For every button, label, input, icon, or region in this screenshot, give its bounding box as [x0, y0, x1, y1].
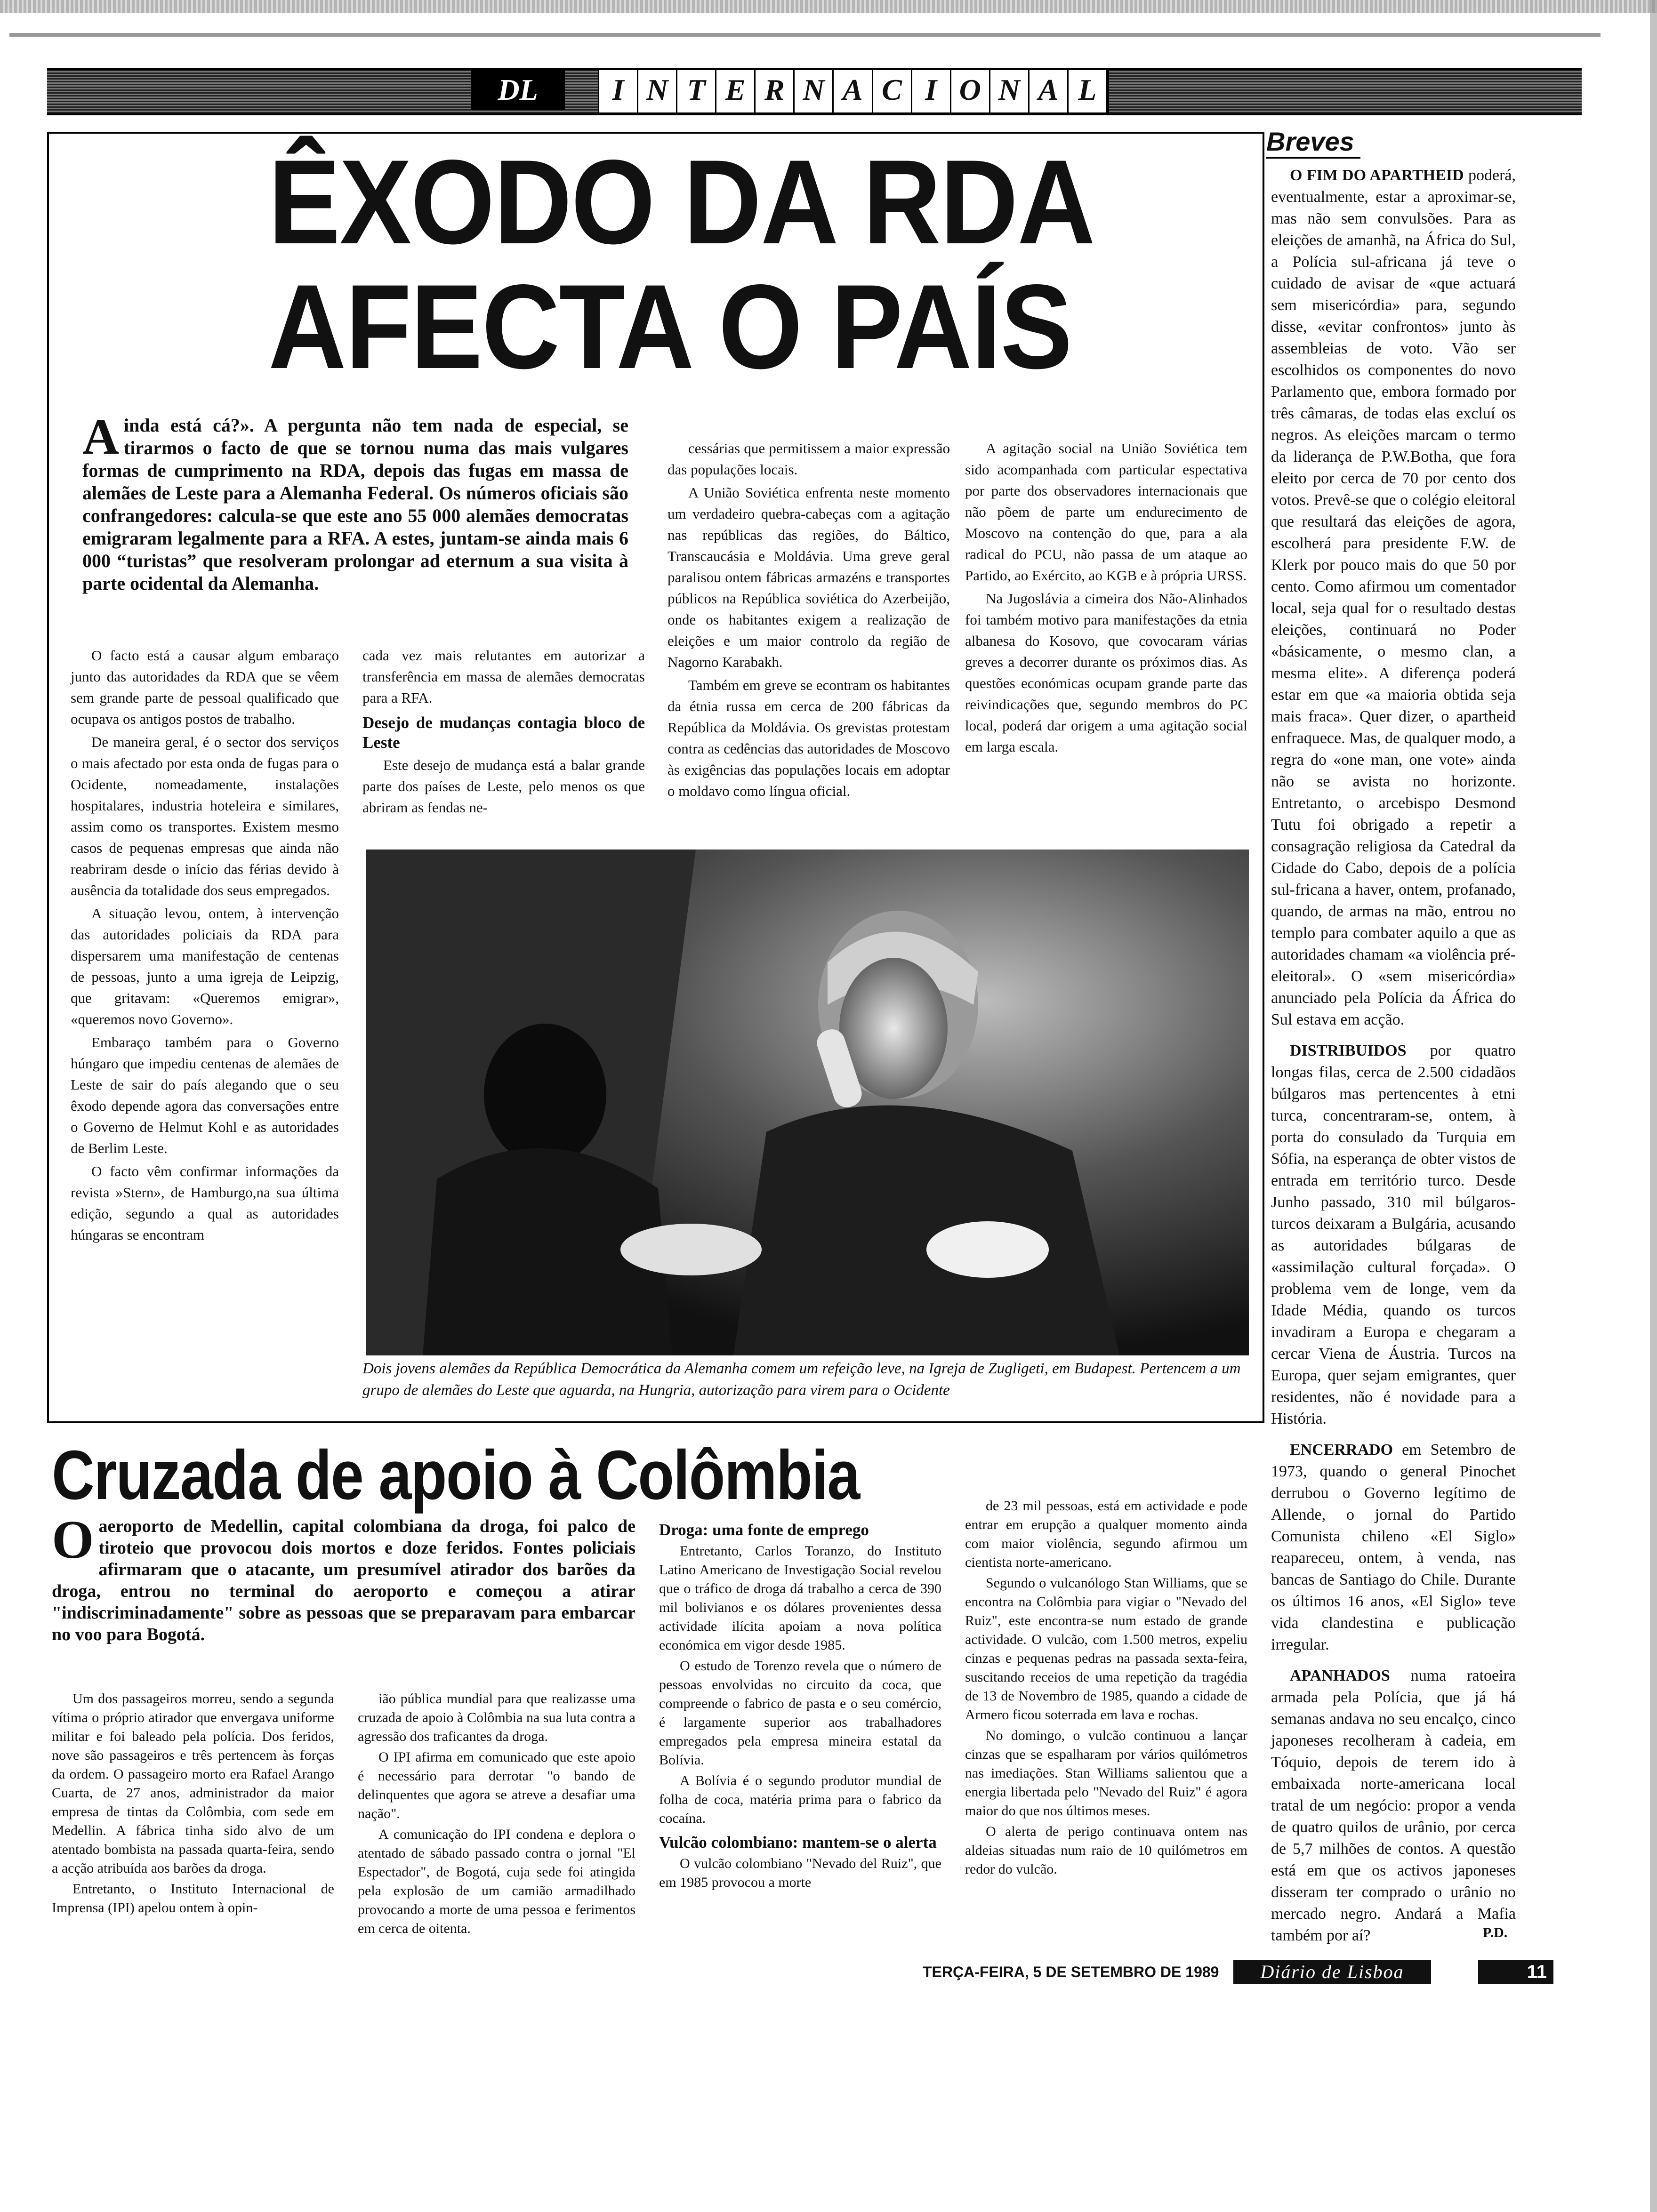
- paragraph: A comunicação do IPI condena e deplora o atentado de sábado passado contra o jornal "El Espectador", de Bogotá, cuja sede foi atingida pela explosão de um camião armadilhado provocando a morte de uma pessoa e ferimentos em cerca de oitenta.: [358, 1827, 635, 1936]
- footer-paper-name: Diário de Lisboa: [1233, 1960, 1431, 1984]
- article1-subhead: Desejo de mudanças contagia bloco de Leste: [362, 713, 645, 752]
- paragraph: Entretanto, Carlos Toranzo, do Instituto Latino Americano de Investigação Social revelou que o tráfico de droga dá trabalho a cerca de 390 mil bolivianos e os dólares provenientes dessa actividade ilícita apoiam a nova política económica em vigor desde 1985.: [659, 1543, 941, 1653]
- article2-dropcap: O: [52, 1510, 94, 1570]
- section-letter: N: [990, 70, 1030, 112]
- paragraph: A Bolívia é o segundo produtor mundial de folha de coca, matéria prima para o fabrico da cocaína.: [659, 1773, 941, 1826]
- article2-subhead-vulcao: Vulcão colombiano: mantem-se o alerta: [659, 1833, 937, 1851]
- section-logo: DL: [471, 70, 565, 110]
- breves-item: [1271, 165, 1516, 1031]
- breves-item-lead: ENCERRADO: [1290, 1441, 1393, 1459]
- paragraph: ião pública mundial para que realizasse uma cruzada de apoio à Colômbia na sua luta contra a agressão dos traficantes da droga.: [358, 1691, 635, 1744]
- paragraph: A União Soviética enfrenta neste momento um verdadeiro quebra-cabeças com a agitação nas repúblicas das regiões, do Báltico, Transcaucásia e Moldávia. Uma greve geral paralisou ontem fábricas armazéns e transportes públicos na República soviética do Azerbeijão, onde os habitantes exigem a realização de eleições e um maior controlo da região de Nagorno Karabakh.: [668, 484, 950, 670]
- article2-headline: Cruzada de apoio à Colômbia: [52, 1436, 860, 1514]
- article1-lead: Ainda está cá?». A pergunta não tem nada de especial, se tirarmos o facto de que se tornou numa das mais vulgares formas de cumprimento na RDA, depois das fugas em massa de alemães de Leste para a Alemanha Federal. Os números oficiais são confrangedores: calcula-se que este ano 55 000 alemães democratas emigraram legalmente para a RFA. A estes, juntam-se ainda mais 6 000 “turistas” que resolveram prolongar ad eternum a sua visita à parte ocidental da Alemanha.: [82, 409, 628, 594]
- article1-photo: [366, 850, 1249, 1355]
- paragraph: O vulcão colombiano "Nevado del Ruiz", que em 1985 provocou a morte: [659, 1856, 941, 1890]
- article1-headline-line1: ÊXODO DA RDA: [268, 135, 1095, 269]
- paragraph: O facto vêm confirmar informações da revista »Stern», de Hamburgo,na sua última edição, segundo a qual as autoridades húngaras se encontram: [71, 1163, 339, 1243]
- section-letter: O: [951, 70, 990, 112]
- breves-item-lead: O FIM DO APARTHEID: [1290, 167, 1464, 184]
- breves-item: [1271, 1439, 1516, 1656]
- section-letter: I: [599, 70, 638, 112]
- article1-dropcap: A: [82, 409, 119, 465]
- article2-column-2: [358, 1690, 635, 1972]
- footer-page-number: 11: [1478, 1960, 1553, 1984]
- section-letter: A: [834, 70, 873, 112]
- breves-item-lead: DISTRIBUIDOS: [1290, 1042, 1407, 1059]
- section-letter: E: [716, 70, 756, 112]
- article1-col2-intro: cada vez mais relutantes em autorizar a transferência em massa de alemães democratas para a RFA.: [362, 647, 645, 706]
- paragraph: O alerta de perigo continuava ontem nas aldeias situadas num raio de 10 quilómetros em redor do vulcão.: [965, 1824, 1247, 1877]
- section-letter: R: [756, 70, 795, 112]
- paragraph: A agitação social na União Soviética tem sido acompanhada com particular espectativa por parte dos observadores internacionais que não põem de parte um endurecimento de Moscovo na contenção do que, para a ala radical do PCU, não passa de um ataque ao Partido, ao Exército, ao KGB e à própria URSS.: [965, 440, 1247, 584]
- paragraph: Entretanto, o Instituto Internacional de Imprensa (IPI) apelou ontem à opin-: [52, 1881, 334, 1915]
- paragraph: de 23 mil pessoas, está em actividade e pode entrar em erupção a qualquer momento ainda com maior violência, segundo afirmou um cientista norte-americano.: [965, 1498, 1247, 1570]
- breves-signature: P.D.: [1483, 1925, 1508, 1940]
- section-letter: N: [795, 70, 834, 112]
- section-letter: T: [677, 70, 716, 112]
- paragraph: Na Jugoslávia a cimeira dos Não-Alinhados foi também motivo para manifestações da etnia albanesa do Kosovo, que covocaram várias greves a decorrer durante os próximos dias. As questões económicas ocupam grande parte das reivindicações que, segundo membros do PC local, poderá dar origem a uma agitação social em larga escala.: [965, 590, 1247, 755]
- article1-headline-line2: AFECTA O PAÍS: [268, 260, 1072, 394]
- section-letter: C: [873, 70, 912, 112]
- article1-photo-caption: Dois jovens alemães da República Democrática da Alemanha comem um refeição leve, na Igreja de Zugligeti, em Budapest. Pertencem a um grupo de alemães do Leste que aguarda, na Hungria, autorização para virem para o Ocidente: [362, 1360, 1241, 1399]
- paragraph: A situação levou, ontem, à intervenção das autoridades policiais da RDA para dispersarem uma manifestação de centenas de pessoas, junto a uma igreja de Leipzig, que gritavam: «Queremos emigrar», «queremos novo Governo».: [71, 905, 339, 1027]
- scan-border-top: [0, 0, 1657, 13]
- breves-item-text: numa ratoeira armada pela Polícia, que já há semanas andava no seu encalço, cinco japoneses recolheram à cadeia, em Tóquio, depois de terem ido à embaixada norte-americana local tratal de um negócio: propor a venda de quatro quilos de urânio, por cerca de 5,7 milhões de contos. A questão está em que os activos japoneses disseram ter comprado o urânio no mercado negro. Andará a Mafia também por aí?: [1271, 1667, 1516, 1944]
- article2-lead: Oaeroporto de Medellin, capital colombiana da droga, foi palco de tiroteio que provocou dois mortos e doze feridos. Fontes policiais afirmaram que o atacante, um presumível atirador dos barões da droga, entrou no terminal do aeroporto e começou a atirar "indiscriminadamente" sobre as pessoas que se preparavam para embarcar no voo para Bogotá.: [52, 1510, 635, 1644]
- breves-item-text: por quatro longas filas, cerca de 2.500 cidadãos búlgaros mas pertencentes à etni turca, concentraram-se, ontem, à porta do consulado da Turquia em Sófia, na esperança de obter vistos de entrada em território turco. Desde Junho passado, 310 mil búlgaros-turcos deixaram a Bulgária, acusando as autoridades búlgaras de «assimilação cultural forçada». O problema vem de longe, vem da Idade Média, quando os turcos invadiram a Europa e chegaram a cercar Viena de Áustria. Turcos na Europa, quer sejam emigrantes, quer residentes, não é novidade para a História.: [1271, 1042, 1516, 1427]
- article2-column-3: [659, 1515, 941, 1967]
- section-letter: N: [638, 70, 677, 112]
- article1-column-3: [668, 438, 950, 842]
- paragraph: Segundo o vulcanólogo Stan Williams, que se encontra na Colômbia para vigiar o "Nevado del Ruiz", este encontra-se num estado de grande actividade. O vulcão, com 1.500 metros, expeliu cinzas e pequenas pedras na passada sexta-feira, suscitando receios de uma repetição da tragédia de 13 de Novembro de 1985, quando a cidade de Armero ficou soterrada em lava e rochas.: [965, 1575, 1247, 1723]
- article2-subhead-droga: Droga: uma fonte de emprego: [659, 1521, 869, 1539]
- breves-item-text: poderá, eventualmente, estar a aproximar-se, mas não sem convulsões. Para as eleições de amanhã, na África do Sul, a Polícia sul-africana já teve o cuidado de avisar de «que actuará sem misericórdia» para, segundo disse, «evitar confrontos» junto às assembleias de voto. Vão ser escolhidos os componentes do novo Parlamento que, embora formado por três câmaras, de todas elas excluí os negros. As eleições marcam o termo da liderança de P.W.Botha, que fora eleito por cerca de 70 por cento dos votos. Prevê-se que o colégio eleitoral que resultará das eleições de agora, escolherá para presidente F.W. de Klerk por pouco mais do que 50 por cento. Como afirmou um comentador local, seja qual for o resultado destas eleições, continuará no Poder «básicamente, o mesmo clan, a mesma elite». A diferença poderá estar em que «a maioria obtida seja mais fraca». Quer dizer, o apartheid enfraquece. Mas, de qualquer modo, a regra do «one man, one vote» ainda não se avista no horizonte. Entretanto, o arcebispo Desmond Tutu foi obrigado a repetir a consagração religiosa da Catedral da Cidade do Cabo, depois de a polícia sul-fricana a haver, ontem, profanado, quando, de armas na mão, entrou no templo para combater aquilo a que as autoridades chamam «a violência pré-eleitoral». O «sem misericórdia» anunciado pela Polícia da África do Sul estava em acção.: [1271, 167, 1516, 1028]
- paragraph: cessárias que permitissem a maior expressão das populações locais.: [668, 440, 950, 478]
- section-letter: I: [912, 70, 951, 112]
- paragraph: De maneira geral, é o sector dos serviços o mais afectado por esta onda de fugas para o Ocidente, nomeadamente, instalações hospitalares, industria hoteleira e similares, assim como os transportes. Existem mesmo casos de pequenas empresas que ainda não reabriram desde o início das férias devido à ausência da totalidade dos seus empregados.: [71, 734, 339, 898]
- paragraph: Também em greve se econtram os habitantes da étnia russa em cerca de 200 fábricas da República da Moldávia. Os grevistas protestam contra as cedências das autoridades de Moscovo às exigências das populações locais em adoptar o moldavo como língua oficial.: [668, 677, 950, 799]
- breves-item-text: em Setembro de 1973, quando o general Pinochet derrubou o Governo legítimo de Allende, o jornal do Partido Comunista chileno «El Siglo» reapareceu, ontem, à venda, nas bancas de Santiago do Chile. Durante os últimos 16 anos, «El Siglo» teve vida clandestina e publicação irregular.: [1271, 1441, 1516, 1653]
- section-letter: A: [1030, 70, 1069, 112]
- article1-column-1: [71, 645, 339, 1417]
- section-title-internacional: [598, 69, 1109, 114]
- section-letter: L: [1069, 70, 1108, 112]
- paragraph: Um dos passageiros morreu, sendo a segunda vítima o próprio atirador que envergava uniforme militar e foi baleado pela polícia. Dos feridos, nove são passageiros e três pertencem às forças da ordem. O passageiro morto era Rafael Arango Cuarta, de 27 anos, administrador da maior empresa de tintas da Colômbia, com sede em Medellin. A fábrica tinha sido alvo de um atentado bombista na passada quarta-feira, sendo a acção atribuída aos barões da droga.: [52, 1691, 334, 1876]
- breves-item-lead: APANHADOS: [1290, 1667, 1390, 1684]
- paragraph: No domingo, o vulcão continuou a lançar cinzas que se espalharam por vários quilómetros nas imediações. Stan Williams salientou que a energia libertada pelo "Nevado del Ruiz" é agora maior do que nos últimos meses.: [965, 1728, 1247, 1819]
- scan-edge-right: [1650, 0, 1657, 2212]
- breves-title: Breves: [1266, 126, 1360, 159]
- footer-date: TERÇA-FEIRA, 5 DE SETEMBRO DE 1989: [923, 1964, 1219, 1980]
- photo-young-east-germans-eating: [366, 850, 1249, 1355]
- article1-column-2: [362, 645, 645, 842]
- paragraph: Embaraço também para o Governo húngaro que impediu centenas de alemães de Leste de sair do país alegando que o seu êxodo depende agora das conversações entre o Governo de Helmut Kohl e as autoridades de Berlim Leste.: [71, 1034, 339, 1156]
- article2-column-1: [52, 1690, 334, 1972]
- article2-column-4: [965, 1497, 1247, 1967]
- article1-column-4: [965, 438, 1247, 842]
- breves-item: [1271, 1665, 1516, 1947]
- paragraph: O estudo de Torenzo revela que o número de pessoas envolvidas no circuito da coca, que compreende o fabrico de pasta e o seu comércio, é largamente superior aos trabalhadores empregados pela empresa mineira estatal da Bolívia.: [659, 1658, 941, 1768]
- scan-line: [9, 33, 1601, 37]
- article1-col2-paragraph: Este desejo de mudança está a balar grande parte dos países de Leste, pelo menos os que abriram as fendas ne-: [362, 757, 645, 816]
- paragraph: O facto está a causar algum embaraço junto das autoridades da RDA que se vêem sem grande parte de pessoal qualificado que ocupava os antigos postos de trabalho.: [71, 647, 339, 727]
- breves-item: [1271, 1040, 1516, 1430]
- paragraph: O IPI afirma em comunicado que este apoio é necessário para derrotar "o bando de delinquentes que agora se atreve a desafiar uma nação".: [358, 1749, 635, 1821]
